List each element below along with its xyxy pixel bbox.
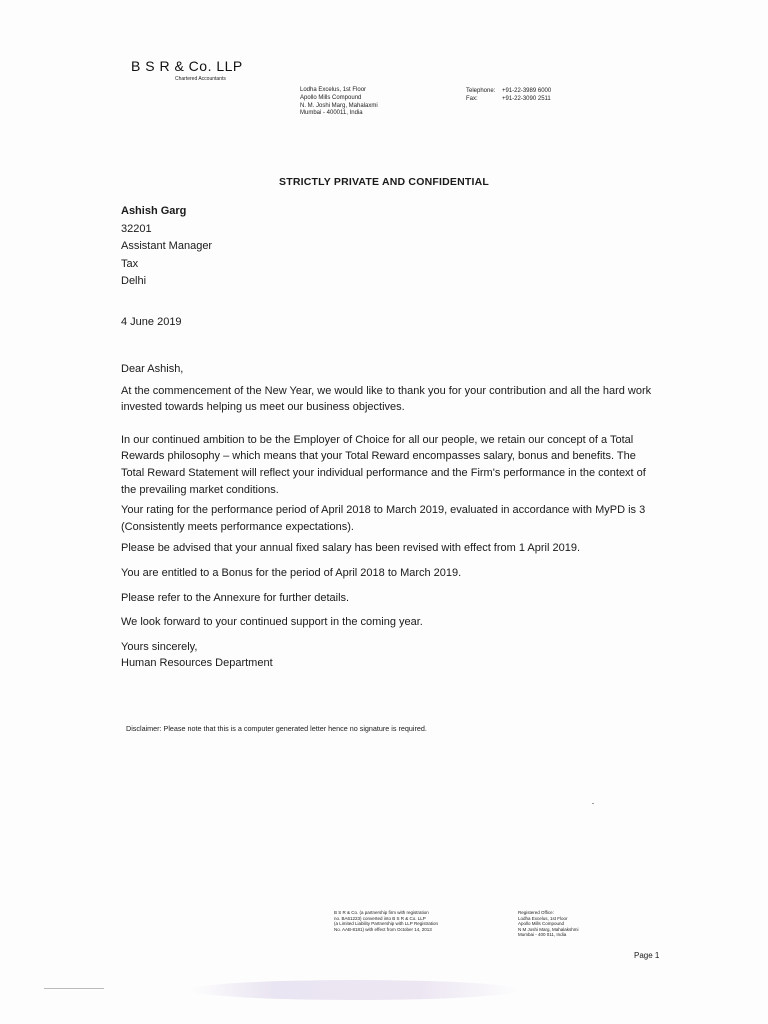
- paragraph: Please refer to the Annexure for further details.: [121, 591, 350, 604]
- closing: Yours sincerely,: [121, 640, 198, 653]
- paragraph: We look forward to your continued support in the coming year.: [121, 616, 423, 629]
- footer-line: No. AAB-8181) with effect from October 14, 2013: [334, 926, 432, 932]
- telephone-row: [466, 87, 551, 95]
- firm-contact: [466, 87, 551, 103]
- footer-line: (a Limited Liability Partnership with LLP Registration: [334, 921, 438, 927]
- telephone-value: +91-22-3989 6000: [502, 88, 552, 94]
- paragraph: You are entitled to a Bonus for the period of April 2018 to March 2019.: [121, 566, 462, 579]
- paragraph: Please be advised that your annual fixed salary has been revised with effect from 1 April 2019.: [121, 542, 581, 555]
- signatory: Human Resources Department: [121, 657, 273, 670]
- address-line: Mumbai - 400011, India: [300, 110, 363, 117]
- recipient-department: Tax: [121, 257, 139, 270]
- footer-line: no. BA61223) converted into B S R & Co. LLP: [334, 915, 426, 921]
- fax-row: [466, 95, 551, 103]
- fax-label: Fax:: [466, 96, 478, 102]
- recipient-id: 32201: [121, 222, 152, 235]
- footer-line: N M Joshi Marg, Mahalakshmi: [518, 926, 579, 932]
- footer-line: Apollo Mills Compound: [518, 921, 565, 927]
- scan-smudge: [190, 980, 520, 1000]
- scan-speck: [592, 803, 594, 804]
- address-line: N. M. Joshi Marg, Mahalaxmi: [300, 102, 378, 109]
- recipient-location: Delhi: [121, 275, 147, 287]
- footer-line: Mumbai - 400 011, India: [518, 932, 567, 938]
- letter-date: 4 June 2019: [121, 316, 182, 328]
- firm-logo: [131, 58, 243, 82]
- fax-value: +91-22-3090 2511: [502, 96, 551, 102]
- page-number: Page 1: [634, 951, 660, 960]
- confidential-heading: STRICTLY PRIVATE AND CONFIDENTIAL: [279, 176, 489, 188]
- recipient-block: [121, 203, 212, 291]
- footer-line: B S R & Co. (a partnership firm with registration: [334, 910, 429, 915]
- firm-subtitle: Chartered Accountants: [175, 76, 226, 82]
- recipient-name: Ashish Garg: [121, 205, 187, 217]
- greeting: Dear Ashish,: [121, 363, 184, 375]
- footer-registered-office: [518, 910, 579, 938]
- footer-line: Registered Office:: [518, 910, 554, 915]
- footer-registration: [334, 910, 438, 932]
- paragraph: Your rating for the performance period of April 2018 to March 2019, evaluated in accordance with MyPD is 3 (Consistently meets performance expectations).: [121, 504, 646, 533]
- footer-line: Lodha Excelus, 1st Floor: [518, 915, 568, 921]
- disclaimer: Disclaimer: Please note that this is a computer generated letter hence no signature is required.: [126, 724, 427, 733]
- letter-body: [121, 361, 661, 672]
- recipient-designation: Assistant Manager: [121, 240, 213, 252]
- scan-mark: [44, 988, 104, 989]
- firm-address: [300, 87, 378, 118]
- paragraph: In our continued ambition to be the Employer of Choice for all our people, we retain our concept of a Total Rewards philosophy – which means that your Total Reward encompasses salary, bonus and benefits. The Total Reward Statement will reflect your individual performance and the Firm's performance in the context of the prevailing market conditions.: [121, 433, 646, 496]
- address-line: Apollo Mills Compound: [300, 94, 362, 101]
- paragraph: At the commencement of the New Year, we would like to thank you for your contribution and all the hard work invested towards helping us meet our business objectives.: [121, 384, 652, 414]
- telephone-label: Telephone:: [466, 88, 496, 94]
- address-line: Lodha Excelus, 1st Floor: [300, 87, 367, 93]
- firm-name: B S R & Co. LLP: [131, 58, 243, 74]
